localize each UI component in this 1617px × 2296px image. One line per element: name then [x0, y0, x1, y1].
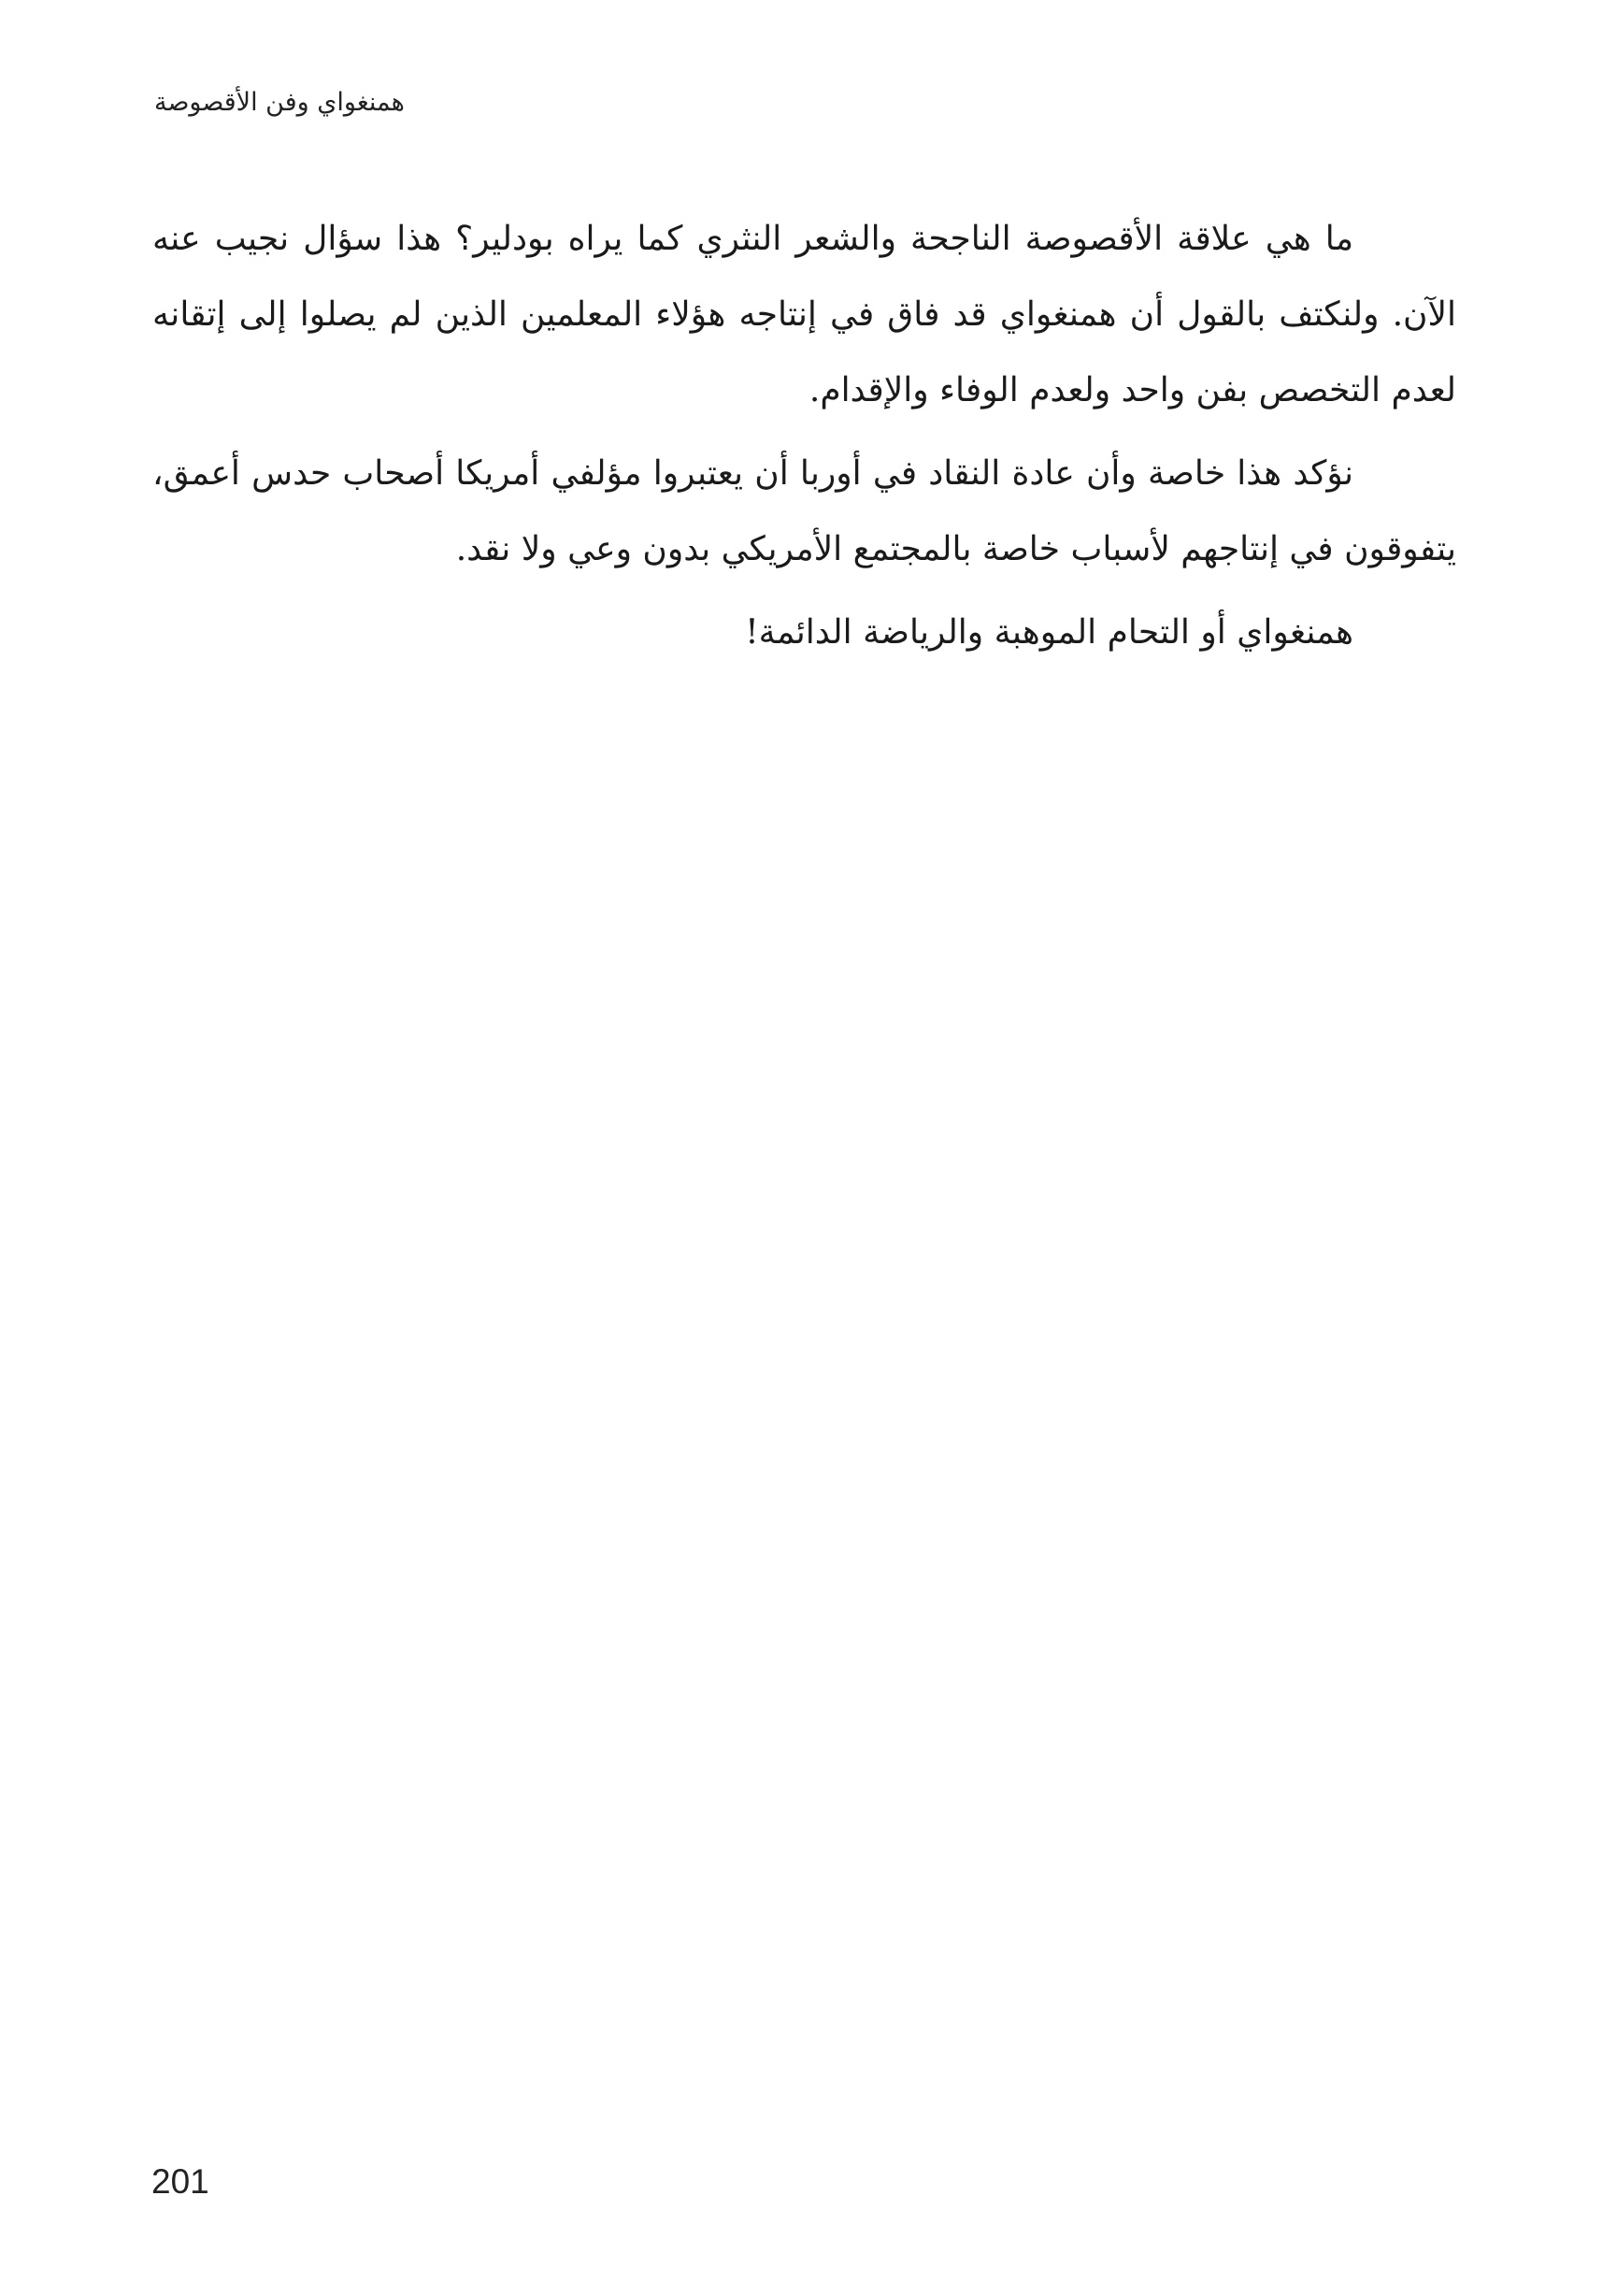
body-text: [152, 201, 1456, 678]
page-number: 201: [151, 2162, 209, 2201]
paragraph: نؤكد هذا خاصة وأن عادة النقاد في أوربا أن يعتبروا مؤلفي أمريكا أصحاب حدس أعمق، يتفوقون في إنتاجهم لأسباب خاصة بالمجتمع الأمريكي بدون وعي ولا نقد.: [152, 454, 1456, 568]
running-header: همنغواي وفن الأقصوصة: [154, 88, 405, 117]
paragraph: ما هي علاقة الأقصوصة الناجحة والشعر النثري كما يراه بودلير؟ هذا سؤال نجيب عنه الآن. ولنكتف بالقول أن همنغواي قد فاق في إنتاجه هؤلاء المعلمين الذين لم يصلوا إلى إتقانه لعدم التخصص بفن واحد ولعدم الوفاء والإقدام.: [152, 220, 1456, 409]
section-heading-line: همنغواي أو التحام الموهبة والرياضة الدائمة!: [745, 613, 1353, 652]
